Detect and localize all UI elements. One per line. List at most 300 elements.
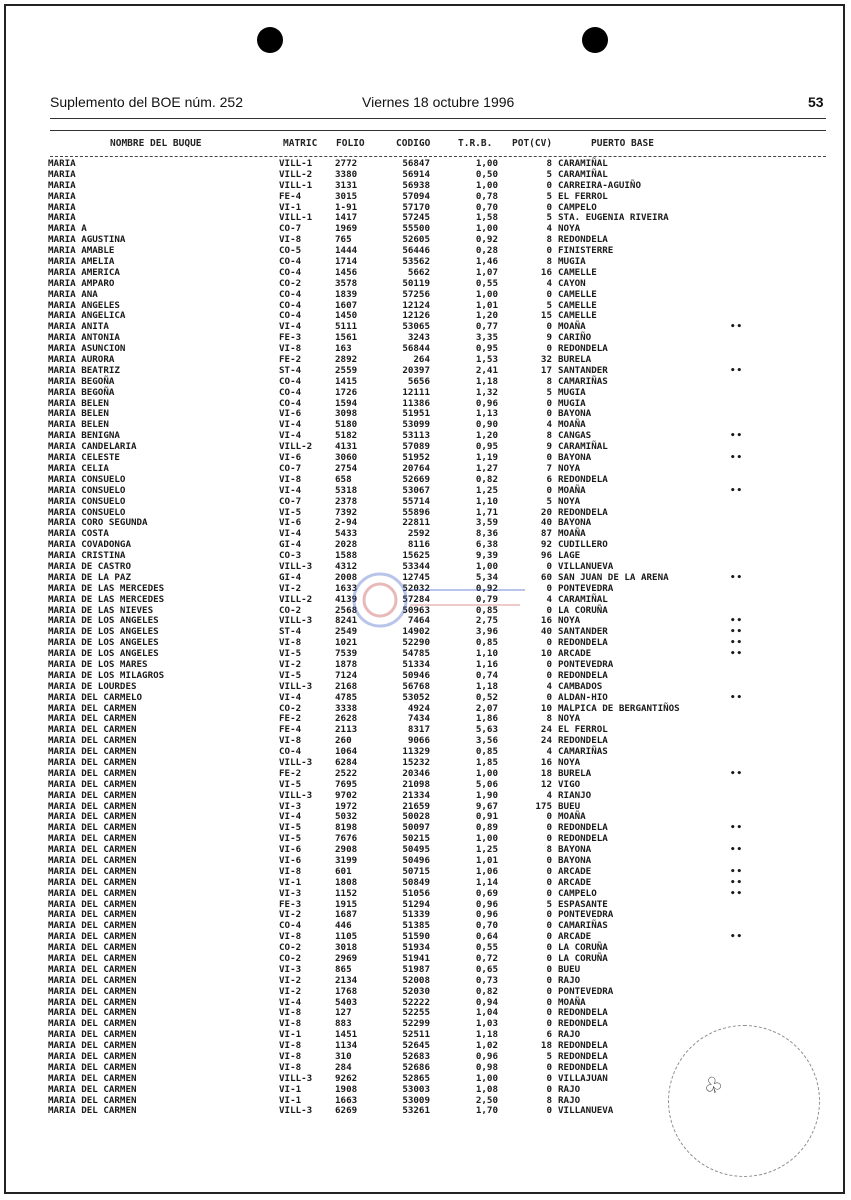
trb-cell: 6,38	[475, 539, 498, 551]
folio-cell: 5403	[335, 996, 358, 1008]
matric-cell: CO-2	[279, 942, 302, 954]
code-cell: 2592	[407, 528, 430, 540]
code-cell: 50119	[402, 277, 430, 289]
power-cell: 4	[546, 593, 552, 605]
matric-cell: VI-4	[279, 430, 302, 442]
matric-cell: VI-6	[279, 408, 302, 420]
folio-cell: 1561	[335, 332, 358, 344]
folio-cell: 2134	[335, 974, 358, 986]
trb-cell: 0,82	[475, 473, 498, 485]
vessel-name: MARIA ANA	[48, 288, 98, 300]
port-cell: STA. EUGENIA RIVEIRA	[558, 212, 669, 224]
matric-cell: GI-4	[279, 539, 302, 551]
power-cell: 24	[540, 735, 552, 747]
folio-cell: 9702	[335, 789, 358, 801]
vessel-name: MARIA	[48, 212, 76, 224]
vessel-name: MARIA	[48, 158, 76, 169]
matric-cell: VILL-1	[279, 179, 313, 191]
port-cell: REDONDELA	[558, 1018, 608, 1030]
folio-cell: 2008	[335, 571, 358, 583]
code-cell: 22811	[402, 517, 430, 529]
port-cell: CARAMIÑAL	[558, 158, 608, 169]
port-cell: REDONDELA	[558, 833, 608, 845]
vessel-name: MARIA	[48, 179, 76, 191]
port-cell: CAMARIÑAS	[558, 375, 608, 387]
power-cell: 5	[546, 212, 552, 224]
vessel-name: MARIA DEL CARMEN	[48, 963, 137, 975]
code-cell: 52645	[402, 1040, 430, 1052]
code-cell: 51934	[402, 942, 430, 954]
code-cell: 56844	[402, 343, 430, 355]
row-marker: ••	[730, 615, 744, 627]
power-cell: 0	[546, 245, 552, 257]
vessel-name: MARIA DEL CARMEN	[48, 898, 137, 910]
trb-cell: 0,79	[475, 593, 498, 605]
power-cell: 18	[540, 1040, 552, 1052]
matric-cell: FE-4	[279, 724, 302, 736]
trb-cell: 1,04	[475, 1007, 498, 1019]
vessel-name: MARIA DE LAS MERCEDES	[48, 582, 165, 594]
vessel-name: MARIA BELEN	[48, 397, 109, 409]
folio-cell: 1451	[335, 1029, 358, 1041]
power-cell: 8	[546, 158, 552, 169]
code-cell: 50215	[402, 833, 430, 845]
folio-cell: 3098	[335, 408, 358, 420]
table-row	[0, 497, 851, 508]
power-cell: 0	[546, 288, 552, 300]
header-rule	[50, 130, 826, 131]
folio-cell: 8241	[335, 615, 358, 627]
code-cell: 52255	[402, 1007, 430, 1019]
row-marker: ••	[730, 767, 744, 779]
power-cell: 0	[546, 876, 552, 888]
matric-cell: CO-4	[279, 299, 302, 311]
trb-cell: 2,75	[475, 615, 498, 627]
power-cell: 0	[546, 887, 552, 899]
trb-cell: 0,96	[475, 1051, 498, 1063]
power-cell: 0	[546, 963, 552, 975]
table-row	[0, 388, 851, 399]
code-cell: 21098	[402, 778, 430, 790]
code-cell: 53003	[402, 1083, 430, 1095]
trb-cell: 0,85	[475, 604, 498, 616]
vessel-name: MARIA AMPARO	[48, 277, 115, 289]
vessel-name: MARIA DEL CARMEN	[48, 1094, 137, 1106]
port-cell: REDONDELA	[558, 822, 608, 834]
port-cell: CARAMIÑAL	[558, 168, 608, 180]
code-cell: 51941	[402, 953, 430, 965]
port-cell: PONTEVEDRA	[558, 909, 614, 921]
row-marker: ••	[730, 931, 744, 943]
port-cell: CAMELLE	[558, 288, 597, 300]
matric-cell: VI-2	[279, 658, 302, 670]
power-cell: 8	[546, 234, 552, 246]
vessel-name: MARIA DEL CARMEN	[48, 931, 137, 943]
power-cell: 9	[546, 332, 552, 344]
code-cell: 52030	[402, 985, 430, 997]
trb-cell: 0,73	[475, 974, 498, 986]
power-cell: 4	[546, 789, 552, 801]
vessel-name: MARIA DE LOS ANGELES	[48, 648, 159, 660]
column-header-rule	[50, 156, 826, 157]
vessel-name: MARIA DEL CARMEN	[48, 887, 137, 899]
code-cell: 56768	[402, 680, 430, 692]
vessel-name: MARIA DEL CARMEN	[48, 811, 137, 823]
matric-cell: VI-8	[279, 1018, 302, 1030]
power-cell: 0	[546, 996, 552, 1008]
matric-cell: VILL-2	[279, 441, 313, 453]
trb-cell: 0,64	[475, 931, 498, 943]
port-cell: PONTEVEDRA	[558, 985, 614, 997]
power-cell: 0	[546, 931, 552, 943]
trb-cell: 0,65	[475, 963, 498, 975]
vessel-name: MARIA ANGELICA	[48, 310, 126, 322]
matric-cell: VI-5	[279, 833, 302, 845]
folio-cell: 1839	[335, 288, 358, 300]
code-cell: 52222	[402, 996, 430, 1008]
code-cell: 52511	[402, 1029, 430, 1041]
matric-cell: CO-4	[279, 386, 302, 398]
matric-cell: VI-6	[279, 855, 302, 866]
power-cell: 0	[546, 811, 552, 823]
folio-cell: 3199	[335, 855, 358, 866]
matric-cell: VILL-1	[279, 158, 313, 169]
port-cell: BURELA	[558, 354, 592, 366]
port-cell: REDONDELA	[558, 506, 608, 518]
folio-cell: 1607	[335, 299, 358, 311]
port-cell: VILLAJUAN	[558, 1072, 608, 1084]
power-cell: 96	[540, 550, 552, 562]
vessel-name: MARIA	[48, 201, 76, 213]
port-cell: MOAÑA	[558, 996, 586, 1008]
trb-cell: 1,16	[475, 658, 498, 670]
port-cell: MUGIA	[558, 397, 586, 409]
code-cell: 12745	[402, 571, 430, 583]
matric-cell: FE-3	[279, 332, 302, 344]
vessel-name: MARIA DEL CARMEN	[48, 756, 137, 768]
vessel-name: MARIA BEATRIZ	[48, 364, 120, 376]
port-cell: NOYA	[558, 615, 581, 627]
column-header-port: PUERTO BASE	[591, 138, 654, 149]
matric-cell: VI-5	[279, 822, 302, 834]
port-cell: EL FERROL	[558, 190, 608, 202]
matric-cell: VILL-3	[279, 615, 313, 627]
trb-cell: 3,59	[475, 517, 498, 529]
trb-cell: 0,69	[475, 887, 498, 899]
port-cell: REDONDELA	[558, 1040, 608, 1052]
matric-cell: VI-6	[279, 844, 302, 856]
trb-cell: 1,10	[475, 648, 498, 660]
matric-cell: VI-5	[279, 778, 302, 790]
trb-cell: 1,01	[475, 299, 498, 311]
trb-cell: 1,03	[475, 1018, 498, 1030]
trb-cell: 3,96	[475, 626, 498, 638]
matric-cell: VI-1	[279, 1094, 302, 1106]
vessel-name: MARIA DEL CARMEN	[48, 800, 137, 812]
power-cell: 8	[546, 713, 552, 725]
matric-cell: FE-2	[279, 713, 302, 725]
vessel-name: MARIA DE LOS MILAGROS	[48, 669, 165, 681]
matric-cell: VI-8	[279, 1051, 302, 1063]
power-cell: 40	[540, 517, 552, 529]
port-cell: LAGE	[558, 550, 581, 562]
code-cell: 53052	[402, 691, 430, 703]
matric-cell: VILL-2	[279, 593, 313, 605]
code-cell: 50495	[402, 844, 430, 856]
row-marker: ••	[730, 822, 744, 834]
power-cell: 6	[546, 473, 552, 485]
port-cell: CAMELLE	[558, 310, 597, 322]
vessel-name: MARIA DEL CARMEN	[48, 746, 137, 758]
folio-cell: 7695	[335, 778, 358, 790]
port-cell: VILLANUEVA	[558, 1105, 614, 1117]
code-cell: 51590	[402, 931, 430, 943]
row-marker: ••	[730, 364, 744, 376]
port-cell: CAMELLE	[558, 299, 597, 311]
port-cell: CARIÑO	[558, 332, 592, 344]
folio-cell: 5182	[335, 430, 358, 442]
folio-cell: 2628	[335, 713, 358, 725]
table-row	[0, 192, 851, 203]
power-cell: 16	[540, 615, 552, 627]
trb-cell: 1,85	[475, 756, 498, 768]
folio-cell: 3131	[335, 179, 358, 191]
vessel-name: MARIA ANITA	[48, 321, 109, 333]
matric-cell: VI-4	[279, 528, 302, 540]
code-cell: 56914	[402, 168, 430, 180]
code-cell: 21659	[402, 800, 430, 812]
folio-cell: 1417	[335, 212, 358, 224]
port-cell: FINISTERRE	[558, 245, 614, 257]
folio-cell: 1021	[335, 637, 358, 649]
folio-cell: 8198	[335, 822, 358, 834]
code-cell: 56847	[402, 158, 430, 169]
power-cell: 0	[546, 974, 552, 986]
vessel-name: MARIA AMABLE	[48, 245, 115, 257]
folio-cell: 1-91	[335, 201, 358, 213]
trb-cell: 0,90	[475, 419, 498, 431]
folio-cell: 1878	[335, 658, 358, 670]
port-cell: CAMARIÑAS	[558, 746, 608, 758]
power-cell: 0	[546, 397, 552, 409]
port-cell: ARCADE	[558, 931, 592, 943]
trb-cell: 1,00	[475, 767, 498, 779]
matric-cell: VI-2	[279, 582, 302, 594]
matric-cell: VILL-2	[279, 168, 313, 180]
folio-cell: 1152	[335, 887, 358, 899]
matric-cell: GI-4	[279, 571, 302, 583]
folio-cell: 1808	[335, 876, 358, 888]
matric-cell: VI-2	[279, 985, 302, 997]
trb-cell: 1,90	[475, 789, 498, 801]
power-cell: 10	[540, 702, 552, 714]
matric-cell: VI-2	[279, 909, 302, 921]
trb-cell: 2,07	[475, 702, 498, 714]
power-cell: 8	[546, 1094, 552, 1106]
port-cell: CAMPELO	[558, 201, 597, 213]
power-cell: 5	[546, 386, 552, 398]
vessel-name: MARIA DEL CARMEN	[48, 1105, 137, 1117]
folio-cell: 7124	[335, 669, 358, 681]
power-cell: 0	[546, 408, 552, 420]
matric-cell: VI-1	[279, 1083, 302, 1095]
library-watermark	[350, 560, 530, 640]
code-cell: 8317	[407, 724, 430, 736]
trb-cell: 1,27	[475, 462, 498, 474]
port-cell: CARREIRA-AGUIÑO	[558, 179, 641, 191]
port-cell: REDONDELA	[558, 1007, 608, 1019]
port-cell: CARAMIÑAL	[558, 441, 608, 453]
port-cell: REDONDELA	[558, 234, 608, 246]
trb-cell: 1,70	[475, 1105, 498, 1117]
vessel-name: MARIA DE LOS ANGELES	[48, 615, 159, 627]
code-cell: 53344	[402, 560, 430, 572]
port-cell: NOYA	[558, 756, 581, 768]
port-cell: BURELA	[558, 767, 592, 779]
port-cell: EL FERROL	[558, 724, 608, 736]
trb-cell: 1,02	[475, 1040, 498, 1052]
folio-cell: 2378	[335, 495, 358, 507]
port-cell: BAYONA	[558, 408, 592, 420]
code-cell: 57245	[402, 212, 430, 224]
port-cell: LA CORUÑA	[558, 942, 608, 954]
vessel-name: MARIA	[48, 168, 76, 180]
trb-cell: 0,78	[475, 190, 498, 202]
power-cell: 0	[546, 179, 552, 191]
trb-cell: 0,72	[475, 953, 498, 965]
trb-cell: 1,00	[475, 1072, 498, 1084]
vessel-name: MARIA ASUNCION	[48, 343, 126, 355]
port-cell: VIGO	[558, 778, 581, 790]
folio-cell: 865	[335, 963, 352, 975]
vessel-name: MARIA BEGOÑA	[48, 375, 115, 387]
trb-cell: 0,96	[475, 898, 498, 910]
code-cell: 53562	[402, 256, 430, 268]
trb-cell: 1,58	[475, 212, 498, 224]
port-cell: REDONDELA	[558, 1061, 608, 1073]
power-cell: 0	[546, 953, 552, 965]
power-cell: 5	[546, 898, 552, 910]
folio-cell: 310	[335, 1051, 352, 1063]
folio-cell: 3015	[335, 190, 358, 202]
port-cell: MOAÑA	[558, 321, 586, 333]
code-cell: 51385	[402, 920, 430, 932]
code-cell: 5662	[407, 266, 430, 278]
trb-cell: 1,08	[475, 1083, 498, 1095]
matric-cell: VI-8	[279, 234, 302, 246]
matric-cell: VI-1	[279, 201, 302, 213]
folio-cell: 1915	[335, 898, 358, 910]
vessel-name: MARIA DEL CARMEN	[48, 778, 137, 790]
vessel-name: MARIA DEL CARMEN	[48, 996, 137, 1008]
port-cell: NOYA	[558, 462, 581, 474]
code-cell: 54785	[402, 648, 430, 660]
folio-cell: 1456	[335, 266, 358, 278]
code-cell: 53009	[402, 1094, 430, 1106]
folio-cell: 1908	[335, 1083, 358, 1095]
code-cell: 53099	[402, 419, 430, 431]
folio-cell: 1633	[335, 582, 358, 594]
code-cell: 50963	[402, 604, 430, 616]
folio-cell: 4139	[335, 593, 358, 605]
matric-cell: CO-4	[279, 310, 302, 322]
vessel-name: MARIA CONSUELO	[48, 495, 126, 507]
power-cell: 0	[546, 822, 552, 834]
matric-cell: VI-1	[279, 1029, 302, 1041]
code-cell: 52290	[402, 637, 430, 649]
power-cell: 0	[546, 1061, 552, 1073]
power-cell: 0	[546, 321, 552, 333]
trb-cell: 3,56	[475, 735, 498, 747]
trb-cell: 1,00	[475, 560, 498, 572]
port-cell: BUEU	[558, 963, 581, 975]
vessel-name: MARIA DEL CARMEN	[48, 974, 137, 986]
matric-cell: VI-8	[279, 1040, 302, 1052]
vessel-name: MARIA DEL CARMEN	[48, 833, 137, 845]
code-cell: 55896	[402, 506, 430, 518]
matric-cell: VI-8	[279, 931, 302, 943]
folio-cell: 7676	[335, 833, 358, 845]
trb-cell: 9,67	[475, 800, 498, 812]
port-cell: CAMBADOS	[558, 680, 603, 692]
port-cell: RAJO	[558, 1094, 581, 1106]
matric-cell: CO-7	[279, 495, 302, 507]
row-marker: ••	[730, 648, 744, 660]
code-cell: 53113	[402, 430, 430, 442]
trb-cell: 1,06	[475, 865, 498, 877]
vessel-name: MARIA CELIA	[48, 462, 109, 474]
code-cell: 53065	[402, 321, 430, 333]
matric-cell: VI-6	[279, 517, 302, 529]
port-cell: ALDAN-HIO	[558, 691, 608, 703]
matric-cell: VI-4	[279, 811, 302, 823]
power-cell: 16	[540, 756, 552, 768]
code-cell: 9066	[407, 735, 430, 747]
vessel-name: MARIA DEL CARMELO	[48, 691, 143, 703]
vessel-name: MARIA DEL CARMEN	[48, 909, 137, 921]
vessel-name: MARIA DE CASTRO	[48, 560, 131, 572]
punch-hole	[582, 27, 608, 53]
trb-cell: 0,52	[475, 691, 498, 703]
code-cell: 52683	[402, 1051, 430, 1063]
matric-cell: VI-8	[279, 1061, 302, 1073]
power-cell: 4	[546, 277, 552, 289]
code-cell: 51951	[402, 408, 430, 420]
code-cell: 55500	[402, 223, 430, 235]
folio-cell: 2754	[335, 462, 358, 474]
folio-cell: 2892	[335, 354, 358, 366]
vessel-name: MARIA DEL CARMEN	[48, 702, 137, 714]
matric-cell: ST-4	[279, 626, 302, 638]
code-cell: 57170	[402, 201, 430, 213]
column-header-code: CODIGO	[396, 138, 431, 149]
trb-cell: 5,06	[475, 778, 498, 790]
port-cell: MUGIA	[558, 256, 586, 268]
matric-cell: VI-4	[279, 321, 302, 333]
trb-cell: 8,36	[475, 528, 498, 540]
folio-cell: 4312	[335, 560, 358, 572]
code-cell: 12111	[402, 386, 430, 398]
matric-cell: CO-4	[279, 266, 302, 278]
port-cell: RAJO	[558, 974, 581, 986]
folio-cell: 7539	[335, 648, 358, 660]
power-cell: 8	[546, 375, 552, 387]
code-cell: 20346	[402, 767, 430, 779]
vessel-name: MARIA DEL CARMEN	[48, 953, 137, 965]
vessel-name: MARIA CORO SEGUNDA	[48, 517, 148, 529]
folio-cell: 2028	[335, 539, 358, 551]
trb-cell: 0,95	[475, 343, 498, 355]
